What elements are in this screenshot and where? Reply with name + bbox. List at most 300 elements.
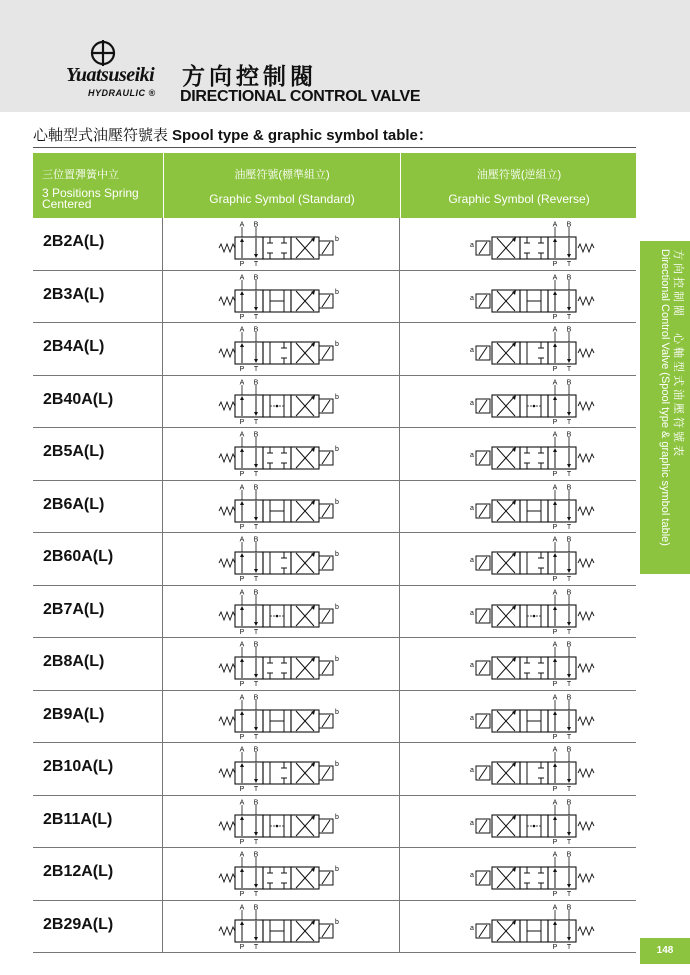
column-divider xyxy=(399,376,400,428)
spool-model-label: 2B9A(L) xyxy=(43,705,105,723)
valve-symbol-drawing xyxy=(476,647,594,679)
valve-position-box xyxy=(235,657,263,679)
port-label-p: P xyxy=(239,891,245,898)
spring-icon xyxy=(219,769,235,777)
valve-position-box xyxy=(548,920,576,942)
valve-position-box xyxy=(548,710,576,732)
valve-symbol-drawing xyxy=(476,280,594,312)
table-row xyxy=(33,638,636,691)
valve-symbol-drawing xyxy=(219,437,333,469)
solenoid-label-b: b xyxy=(335,498,339,506)
column-divider xyxy=(399,428,400,480)
column-divider xyxy=(399,218,400,270)
spring-icon xyxy=(219,927,235,935)
valve-position-box xyxy=(263,447,291,469)
port-label-p: P xyxy=(239,786,245,793)
header-cell-positions xyxy=(33,153,161,218)
port-label-b: B xyxy=(253,379,259,386)
port-label-t: T xyxy=(253,523,259,531)
column-divider xyxy=(399,481,400,533)
spring-icon xyxy=(578,612,594,620)
spool-model-label: 2B40A(L) xyxy=(43,390,114,408)
valve-symbol-drawing xyxy=(219,332,333,364)
valve-position-box xyxy=(548,552,576,574)
port-label-p: P xyxy=(552,471,558,478)
valve-symbol-icon xyxy=(217,431,337,477)
valve-position-box xyxy=(548,447,576,469)
header-cell-reverse xyxy=(400,153,637,218)
graphic-symbol-standard xyxy=(217,904,337,950)
table-row xyxy=(33,691,636,744)
valve-symbol-drawing xyxy=(219,910,333,942)
port-label-b: B xyxy=(566,904,572,911)
section-divider xyxy=(33,147,636,148)
valve-position-box xyxy=(263,342,291,364)
solenoid-label-b: b xyxy=(335,341,339,348)
header-cell-standard xyxy=(163,153,400,218)
port-label-p: P xyxy=(552,943,558,951)
port-label-t: T xyxy=(253,943,259,951)
port-label-p: P xyxy=(552,313,558,321)
port-label-p: P xyxy=(552,576,558,583)
port-label-p: P xyxy=(552,418,558,426)
graphic-symbol-reverse xyxy=(470,379,594,426)
valve-symbol-drawing xyxy=(219,857,333,889)
port-label-a: A xyxy=(552,746,558,754)
port-label-b: B xyxy=(253,799,259,806)
port-label-a: A xyxy=(239,799,245,806)
column-divider xyxy=(399,533,400,585)
port-label-t: T xyxy=(566,523,572,531)
solenoid-label-b: b xyxy=(335,656,339,663)
solenoid-label-a: a xyxy=(470,242,474,249)
port-label-t: T xyxy=(566,576,572,583)
port-label-b: B xyxy=(566,431,572,439)
column-divider xyxy=(162,586,163,638)
valve-position-box xyxy=(235,552,263,574)
logo-subtitle: HYDRAULIC ® xyxy=(88,88,156,98)
port-label-p: P xyxy=(239,733,245,741)
crosshair-logo-icon xyxy=(90,40,116,66)
graphic-symbol-reverse xyxy=(470,326,594,373)
graphic-symbol-reverse xyxy=(470,799,594,846)
table-row xyxy=(33,481,636,534)
port-label-p: P xyxy=(239,471,245,478)
port-label-t: T xyxy=(253,628,259,636)
valve-position-box xyxy=(235,447,263,469)
port-label-a: A xyxy=(552,589,558,596)
port-label-p: P xyxy=(239,838,245,846)
solenoid-label-b: b xyxy=(335,551,339,558)
spring-icon xyxy=(578,874,594,882)
valve-symbol-drawing xyxy=(219,542,333,574)
spring-icon xyxy=(578,349,594,357)
valve-position-box xyxy=(235,867,263,889)
column-divider xyxy=(162,323,163,375)
port-label-t: T xyxy=(566,891,572,898)
valve-symbol-icon xyxy=(470,746,594,793)
column-divider xyxy=(162,901,163,953)
solenoid-label-b: b xyxy=(335,393,339,401)
table-row xyxy=(33,218,636,271)
port-label-p: P xyxy=(239,576,245,583)
solenoid-label-a: a xyxy=(470,399,474,407)
valve-symbol-drawing xyxy=(476,227,594,259)
logo-name: Yuatsuseiki xyxy=(66,64,155,86)
port-label-a: A xyxy=(552,641,558,649)
valve-position-box xyxy=(235,500,263,522)
port-label-t: T xyxy=(253,838,259,846)
port-label-b: B xyxy=(566,641,572,649)
valve-symbol-drawing xyxy=(219,752,333,784)
solenoid-label-a: a xyxy=(470,347,474,354)
header-reverse-zh: 油壓符號(逆組立) xyxy=(476,169,562,181)
port-label-b: B xyxy=(566,694,572,701)
section-title-zh: 心軸型式油壓符號表 xyxy=(33,127,169,144)
spool-model-label: 2B6A(L) xyxy=(43,495,105,513)
port-label-p: P xyxy=(239,418,245,426)
port-label-b: B xyxy=(253,851,259,859)
valve-position-box xyxy=(520,762,548,784)
port-label-p: P xyxy=(552,366,558,373)
port-label-a: A xyxy=(239,326,245,334)
valve-symbol-icon xyxy=(470,641,594,688)
solenoid-label-a: a xyxy=(470,504,474,512)
spring-icon xyxy=(219,874,235,882)
side-tab-zh: 方向控制閥 心軸型式油壓符號表 xyxy=(672,249,684,459)
port-label-p: P xyxy=(552,838,558,846)
graphic-symbol-reverse xyxy=(470,484,594,531)
port-label-t: T xyxy=(566,418,572,426)
valve-symbol-drawing xyxy=(219,805,333,837)
port-label-a: A xyxy=(239,431,245,439)
port-label-b: B xyxy=(566,326,572,334)
spring-icon xyxy=(578,927,594,935)
spring-icon xyxy=(219,559,235,567)
graphic-symbol-standard xyxy=(217,326,337,372)
valve-position-box xyxy=(520,552,548,574)
graphic-symbol-standard xyxy=(217,746,337,792)
valve-position-box xyxy=(520,867,548,889)
valve-symbol-icon xyxy=(470,694,594,741)
graphic-symbol-standard xyxy=(217,536,337,582)
port-label-a: A xyxy=(239,379,245,386)
graphic-symbol-standard xyxy=(217,484,337,530)
port-label-t: T xyxy=(566,681,572,688)
port-label-a: A xyxy=(239,851,245,859)
valve-symbol-icon xyxy=(217,274,337,320)
port-label-a: A xyxy=(552,326,558,334)
port-label-b: B xyxy=(566,221,572,229)
solenoid-label-a: a xyxy=(470,452,474,459)
solenoid-label-b: b xyxy=(335,288,339,296)
table-header xyxy=(33,153,636,218)
column-divider xyxy=(162,428,163,480)
table-row xyxy=(33,848,636,901)
table-row xyxy=(33,796,636,849)
spool-model-label: 2B10A(L) xyxy=(43,758,114,775)
port-label-b: B xyxy=(253,694,259,701)
valve-symbol-drawing xyxy=(476,385,594,417)
valve-symbol-icon xyxy=(470,379,594,426)
solenoid-label-a: a xyxy=(470,767,474,774)
table-row xyxy=(33,271,636,324)
table-row xyxy=(33,533,636,586)
valve-symbol-icon xyxy=(470,589,594,636)
graphic-symbol-standard xyxy=(217,379,337,425)
valve-position-box xyxy=(548,762,576,784)
port-label-b: B xyxy=(566,589,572,596)
port-label-t: T xyxy=(253,418,259,426)
port-label-p: P xyxy=(552,786,558,793)
valve-symbol-icon xyxy=(470,326,594,373)
header-positions-en: 3 Positions Spring Centered xyxy=(42,186,139,211)
valve-position-box xyxy=(520,237,548,259)
valve-position-box xyxy=(548,342,576,364)
valve-position-box xyxy=(520,657,548,679)
valve-symbol-icon xyxy=(470,904,594,951)
valve-position-box xyxy=(235,710,263,732)
valve-symbol-drawing xyxy=(219,647,333,679)
column-divider xyxy=(162,638,163,690)
valve-symbol-icon xyxy=(217,484,337,530)
solenoid-label-b: b xyxy=(335,761,339,768)
table-row xyxy=(33,376,636,429)
port-label-p: P xyxy=(552,628,558,636)
port-label-b: B xyxy=(566,851,572,859)
solenoid-label-a: a xyxy=(470,714,474,722)
valve-symbol-icon xyxy=(217,221,337,267)
graphic-symbol-reverse xyxy=(470,746,594,793)
port-label-t: T xyxy=(253,471,259,478)
port-label-t: T xyxy=(566,313,572,321)
port-label-a: A xyxy=(552,379,558,386)
valve-position-box xyxy=(263,867,291,889)
graphic-symbol-standard xyxy=(217,851,337,897)
spool-model-label: 2B60A(L) xyxy=(43,548,114,565)
spring-icon xyxy=(578,244,594,252)
valve-position-box xyxy=(235,920,263,942)
valve-position-box xyxy=(548,657,576,679)
port-label-t: T xyxy=(566,786,572,793)
graphic-symbol-reverse xyxy=(470,536,594,583)
port-label-b: B xyxy=(253,484,259,491)
spool-model-label: 2B12A(L) xyxy=(43,863,114,880)
spool-model-label: 2B3A(L) xyxy=(43,285,105,303)
side-tab-text xyxy=(640,241,690,574)
spool-model-label: 2B8A(L) xyxy=(43,653,105,670)
port-label-t: T xyxy=(253,733,259,741)
port-label-a: A xyxy=(239,484,245,491)
port-label-b: B xyxy=(253,746,259,754)
valve-symbol-drawing xyxy=(219,490,333,522)
solenoid-label-a: a xyxy=(470,819,474,827)
document-title-en: DIRECTIONAL CONTROL VALVE xyxy=(180,88,421,105)
spring-icon xyxy=(578,822,594,830)
port-label-p: P xyxy=(239,681,245,688)
valve-position-box xyxy=(263,762,291,784)
solenoid-label-a: a xyxy=(470,662,474,669)
port-label-a: A xyxy=(552,904,558,911)
port-label-p: P xyxy=(552,523,558,531)
valve-symbol-icon xyxy=(217,326,337,372)
column-divider xyxy=(162,743,163,795)
port-label-b: B xyxy=(253,641,259,649)
port-label-a: A xyxy=(552,484,558,491)
valve-symbol-drawing xyxy=(219,280,333,312)
graphic-symbol-standard xyxy=(217,274,337,320)
header-reverse-en: Graphic Symbol (Reverse) xyxy=(448,192,590,206)
port-label-p: P xyxy=(239,523,245,531)
spool-model-label: 2B4A(L) xyxy=(43,338,105,355)
port-label-t: T xyxy=(566,366,572,373)
port-label-p: P xyxy=(552,261,558,268)
spring-icon xyxy=(219,822,235,830)
column-divider xyxy=(162,533,163,585)
port-label-a: A xyxy=(239,274,245,281)
symbol-table xyxy=(33,218,636,953)
port-label-b: B xyxy=(566,274,572,281)
port-label-p: P xyxy=(239,943,245,951)
valve-position-box xyxy=(263,237,291,259)
spring-icon xyxy=(219,297,235,305)
graphic-symbol-reverse xyxy=(470,431,594,478)
column-divider xyxy=(399,796,400,848)
column-divider xyxy=(399,743,400,795)
port-label-a: A xyxy=(552,536,558,544)
port-label-a: A xyxy=(552,274,558,281)
column-divider xyxy=(162,481,163,533)
port-label-b: B xyxy=(253,274,259,281)
spring-icon xyxy=(578,402,594,410)
spring-icon xyxy=(219,717,235,725)
spring-icon xyxy=(219,244,235,252)
solenoid-label-b: b xyxy=(335,236,339,243)
page-number: 148 xyxy=(640,938,690,964)
column-divider xyxy=(162,796,163,848)
graphic-symbol-standard xyxy=(217,694,337,740)
port-label-t: T xyxy=(253,576,259,583)
spool-model-label: 2B5A(L) xyxy=(43,443,105,460)
spring-icon xyxy=(578,664,594,672)
port-label-p: P xyxy=(552,733,558,741)
spool-model-label: 2B29A(L) xyxy=(43,915,114,933)
column-divider xyxy=(399,901,400,953)
solenoid-label-b: b xyxy=(335,708,339,716)
column-divider xyxy=(399,848,400,900)
valve-symbol-drawing xyxy=(219,700,333,732)
table-row xyxy=(33,901,636,954)
port-label-a: A xyxy=(239,589,245,596)
column-divider xyxy=(399,271,400,323)
graphic-symbol-standard xyxy=(217,221,337,267)
column-divider xyxy=(162,376,163,428)
valve-symbol-drawing xyxy=(219,595,333,627)
graphic-symbol-reverse xyxy=(470,904,594,951)
port-label-t: T xyxy=(566,838,572,846)
spring-icon xyxy=(578,769,594,777)
spring-icon xyxy=(219,507,235,515)
graphic-symbol-reverse xyxy=(470,851,594,898)
valve-position-box xyxy=(548,605,576,627)
graphic-symbol-standard xyxy=(217,641,337,687)
port-label-a: A xyxy=(552,799,558,806)
valve-symbol-icon xyxy=(470,484,594,531)
valve-symbol-drawing xyxy=(219,385,333,417)
column-divider xyxy=(162,218,163,270)
table-row xyxy=(33,323,636,376)
table-row xyxy=(33,428,636,481)
port-label-a: A xyxy=(239,536,245,544)
solenoid-label-a: a xyxy=(470,609,474,617)
port-label-b: B xyxy=(566,746,572,754)
company-logo xyxy=(66,40,176,106)
valve-symbol-icon xyxy=(217,536,337,582)
header-standard-en: Graphic Symbol (Standard) xyxy=(209,192,355,206)
port-label-t: T xyxy=(566,733,572,741)
port-label-a: A xyxy=(239,746,245,754)
graphic-symbol-standard xyxy=(217,799,337,845)
valve-symbol-icon xyxy=(470,851,594,898)
graphic-symbol-reverse xyxy=(470,589,594,636)
section-title xyxy=(33,124,433,145)
port-label-b: B xyxy=(253,326,259,334)
spring-icon xyxy=(578,454,594,462)
solenoid-label-b: b xyxy=(335,446,339,453)
solenoid-label-b: b xyxy=(335,918,339,926)
column-divider xyxy=(162,271,163,323)
valve-position-box xyxy=(235,395,263,417)
section-title-en: Spool type & graphic symbol table： xyxy=(172,127,433,144)
valve-symbol-icon xyxy=(217,694,337,740)
valve-symbol-drawing xyxy=(476,542,594,574)
valve-symbol-icon xyxy=(217,851,337,897)
spring-icon xyxy=(578,717,594,725)
valve-symbol-drawing xyxy=(476,490,594,522)
column-divider xyxy=(399,638,400,690)
port-label-a: A xyxy=(552,851,558,859)
valve-symbol-drawing xyxy=(476,700,594,732)
table-row xyxy=(33,743,636,796)
column-divider xyxy=(399,691,400,743)
port-label-t: T xyxy=(566,943,572,951)
header-standard-zh: 油壓符號(標準組立) xyxy=(234,169,330,181)
valve-symbol-icon xyxy=(470,221,594,268)
spring-icon xyxy=(219,349,235,357)
valve-position-box xyxy=(548,395,576,417)
valve-symbol-drawing xyxy=(476,752,594,784)
solenoid-label-b: b xyxy=(335,866,339,873)
valve-position-box xyxy=(548,815,576,837)
port-label-t: T xyxy=(253,891,259,898)
port-label-p: P xyxy=(239,261,245,268)
valve-position-box xyxy=(235,342,263,364)
port-label-p: P xyxy=(239,366,245,373)
solenoid-label-a: a xyxy=(470,924,474,932)
valve-position-box xyxy=(235,605,263,627)
port-label-t: T xyxy=(253,786,259,793)
valve-symbol-drawing xyxy=(476,595,594,627)
port-label-a: A xyxy=(552,694,558,701)
valve-position-box xyxy=(263,657,291,679)
port-label-a: A xyxy=(552,431,558,439)
valve-position-box xyxy=(235,762,263,784)
valve-position-box xyxy=(548,500,576,522)
valve-position-box xyxy=(548,290,576,312)
port-label-a: A xyxy=(552,221,558,229)
graphic-symbol-standard xyxy=(217,589,337,635)
valve-position-box xyxy=(548,237,576,259)
